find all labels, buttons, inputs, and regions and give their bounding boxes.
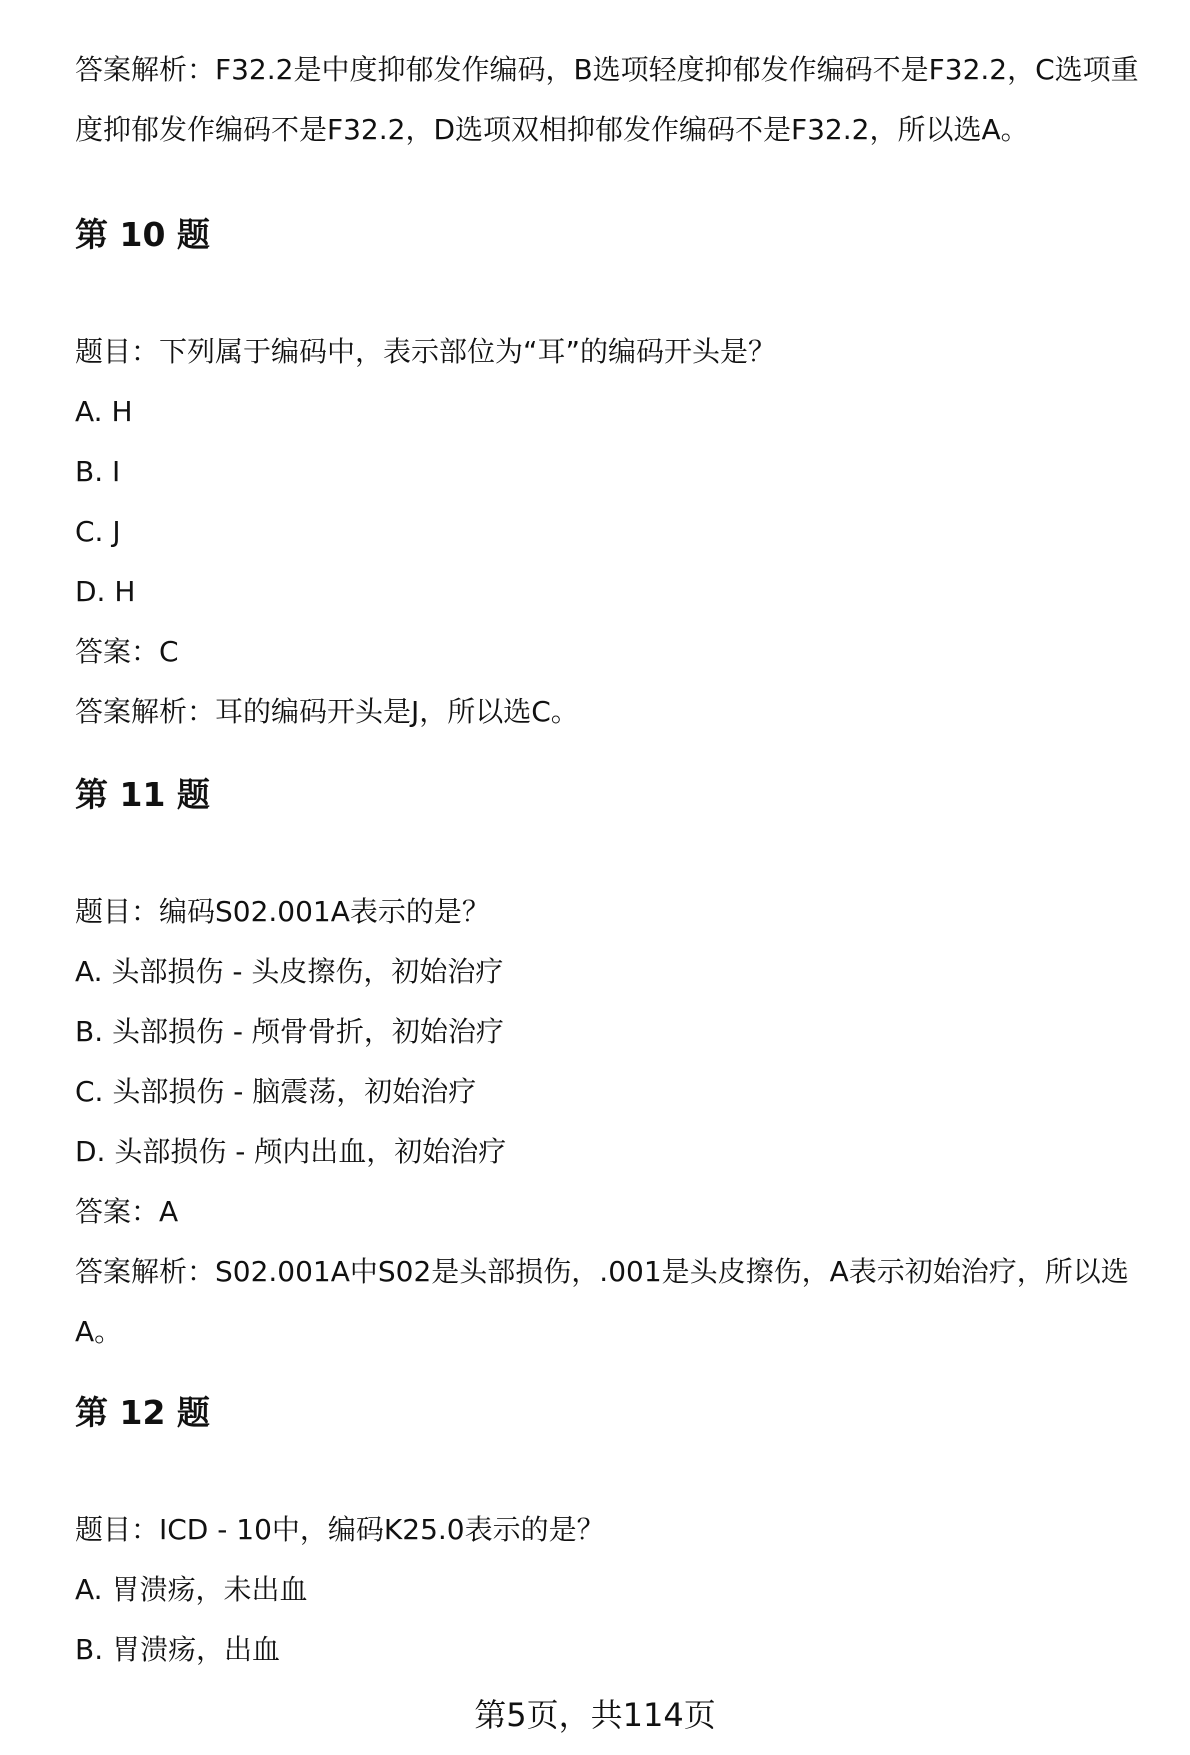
question-11-option-b: B. 头部损伤 - 颅骨骨折，初始治疗 [75,1015,504,1048]
question-10-option-d: D. H [75,575,136,608]
question-12-option-a: A. 胃溃疡，未出血 [75,1573,308,1606]
question-11-text: 题目：编码S02.001A表示的是？ [75,895,490,928]
question-11-title: 第 11 题 [75,775,210,814]
question-10-text: 题目：下列属于编码中，表示部位为“耳”的编码开头是？ [75,335,777,368]
question-11-option-d: D. 头部损伤 - 颅内出血，初始治疗 [75,1135,507,1168]
question-10-explanation: 答案解析：耳的编码开头是J，所以选C。 [75,695,579,728]
page-number-footer: 第5页，共114页 [474,1696,716,1734]
question-10-option-b: B. I [75,455,121,488]
question-12-option-b: B. 胃溃疡，出血 [75,1633,281,1666]
question-11-option-a: A. 头部损伤 - 头皮擦伤，初始治疗 [75,955,504,988]
question-10-option-c: C. J [75,515,121,548]
question-11-explanation: 答案解析：S02.001A中S02是头部损伤，.001是头皮擦伤，A表示初始治疗，所以选A。 [75,1255,1129,1348]
question-11-option-c: C. 头部损伤 - 脑震荡，初始治疗 [75,1075,477,1108]
question-12-text: 题目：ICD - 10中，编码K25.0表示的是？ [75,1513,605,1546]
question-10-answer: 答案：C [75,635,179,668]
question-11-answer: 答案：A [75,1195,179,1228]
previous-answer-explanation: 答案解析：F32.2是中度抑郁发作编码，B选项轻度抑郁发作编码不是F32.2，C选项重度抑郁发作编码不是F32.2，D选项双相抑郁发作编码不是F32.2，所以选A。 [75,53,1139,146]
question-10-option-a: A. H [75,395,133,428]
question-12-title: 第 12 题 [75,1393,210,1432]
question-10-title: 第 10 题 [75,215,210,254]
